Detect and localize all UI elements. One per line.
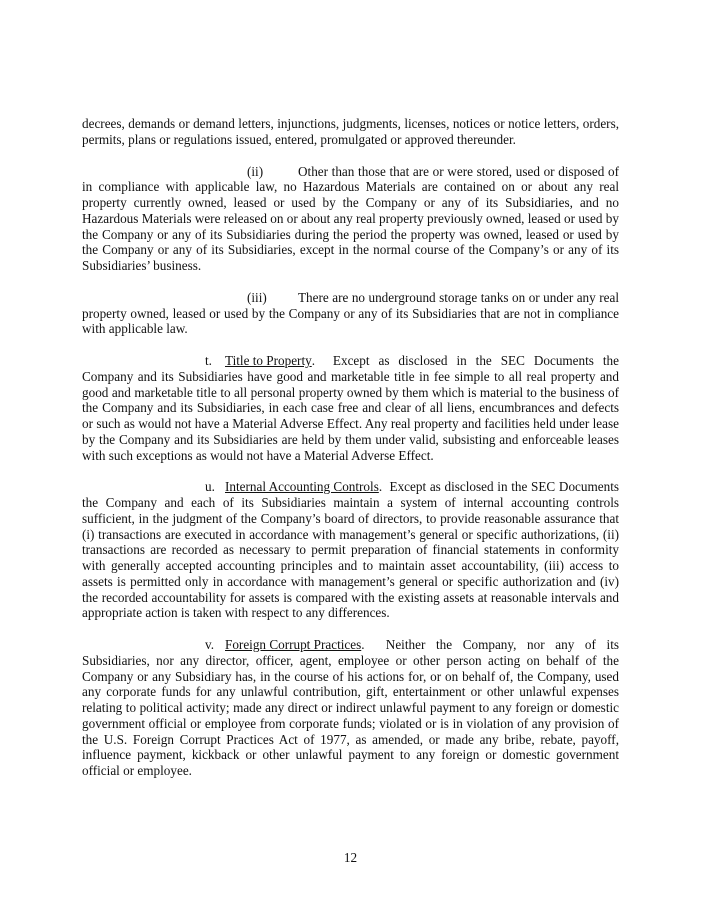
subsection-ii: [82, 164, 619, 274]
subsection-number: (iii): [247, 289, 267, 305]
section-text: Except as disclosed in the SEC Documents the Company and each of its Subsidiaries maintain a system of internal accounting controls sufficient, in the judgment of the Company’s board of directors, to provide reasonable assurance that (i) transactions are executed in accordance with management’s general or specific authorizations, (ii) transactions are recorded as necessary to permit preparation of financial statements in conformity with generally accepted accounting principles and to maintain asset accountability, (iii) access to assets is permitted only in accordance with management’s general or specific authorization and (iv) the recorded accountability for assets is compared with the existing assets at reasonable intervals and appropriate action is taken with respect to any differences.: [82, 479, 619, 621]
document-body: [82, 116, 619, 795]
subsection-text: Other than those that are or were stored, used or disposed of in compliance with applicable law, no Hazardous Materials are contained on or about any real property currently owned, leased or used by the Company or any of its Subsidiaries, and no Hazardous Materials were released on or about any real property previously owned, leased or used by the Company or any of its Subsidiaries during the period the property was owned, leased or used by the Company or any of its Subsidiaries, except in the normal course of the Company’s or any of its Subsidiaries’ business.: [82, 163, 619, 273]
section-letter: u.: [205, 479, 215, 495]
section-text: Except as disclosed in the SEC Documents the Company and its Subsidiaries have good and marketable title in fee simple to all real property and good and marketable title to all personal property owned by them which is material to the business of the Company and its Subsidiaries, in each case free and clear of all liens, encumbrances and defects or such as would not have a Material Adverse Effect. Any real property and facilities held under lease by the Company and its Subsidiaries are held by them under valid, subsisting and enforceable leases with such exceptions as would not have a Material Adverse Effect.: [82, 353, 619, 463]
section-text: Neither the Company, nor any of its Subsidiaries, nor any director, officer, agent, employee or other person acting on behalf of the Company or any Subsidiary has, in the course of his actions for, or on behalf of, the Company, used any corporate funds for any unlawful contribution, gift, entertainment or other unlawful expenses relating to political activity; made any direct or indirect unlawful payment to any foreign or domestic government official or employee from corporate funds; violated or is in violation of any provision of the U.S. Foreign Corrupt Practices Act of 1977, as amended, or made any bribe, rebate, payoff, influence payment, kickback or other unlawful payment to any foreign or domestic government official or employee.: [82, 637, 619, 778]
section-title-to-property: t. Title to Property. Except as disclosed in the SEC Documents the Company and its Subsidiaries have good and marketable title in fee simple to all real property and good and marketable title to all personal property owned by them which is material to the business of the Company and its Subsidiaries, in each case free and clear of all liens, encumbrances and defects or such as would not have a Material Adverse Effect. Any real property and facilities held under lease by the Company and its Subsidiaries are held by them under valid, subsisting and enforceable leases with such exceptions as would not have a Material Adverse Effect.: [82, 353, 619, 463]
section-letter: t.: [205, 353, 212, 368]
subsection-number: (ii): [247, 163, 264, 179]
section-letter: v.: [205, 637, 215, 652]
section-internal-accounting-controls: u. Internal Accounting Controls. Except as disclosed in the SEC Documents the Company and each of its Subsidiaries maintain a system of internal accounting controls sufficient, in the judgment of the Company’s board of directors, to provide reasonable assurance that (i) transactions are executed in accordance with management’s general or specific authorizations, (ii) transactions are recorded as necessary to permit preparation of financial statements in conformity with generally accepted accounting principles and to maintain asset accountability, (iii) access to assets is permitted only in accordance with management’s general or specific authorization and (iv) the recorded accountability for assets is compared with the existing assets at reasonable intervals and appropriate action is taken with respect to any differences.: [82, 479, 619, 621]
section-foreign-corrupt-practices: v. Foreign Corrupt Practices. Neither the Company, nor any of its Subsidiaries, nor any director, officer, agent, employee or other person acting on behalf of the Company or any Subsidiary has, in the course of his actions for, or on behalf of, the Company, used any corporate funds for any unlawful contribution, gift, entertainment or other unlawful expenses relating to political activity; made any direct or indirect unlawful payment to any foreign or domestic government official or employee from corporate funds; violated or is in violation of any provision of the U.S. Foreign Corrupt Practices Act of 1977, as amended, or made any bribe, rebate, payoff, influence payment, kickback or other unlawful payment to any foreign or domestic government official or employee.: [82, 637, 619, 778]
subsection-text: There are no underground storage tanks on or under any real property owned, leased or used by the Company or any of its Subsidiaries that are not in compliance with applicable law.: [82, 289, 619, 337]
subsection-iii: [82, 290, 619, 337]
continuation-paragraph: decrees, demands or demand letters, injunctions, judgments, licenses, notices or notice letters, orders, permits, plans or regulations issued, entered, promulgated or approved thereunder.: [82, 116, 619, 147]
section-heading: Title to Property: [225, 353, 312, 368]
section-heading: Foreign Corrupt Practices: [225, 637, 362, 652]
page-number: 12: [343, 850, 358, 865]
section-heading: Internal Accounting Controls: [225, 479, 379, 495]
